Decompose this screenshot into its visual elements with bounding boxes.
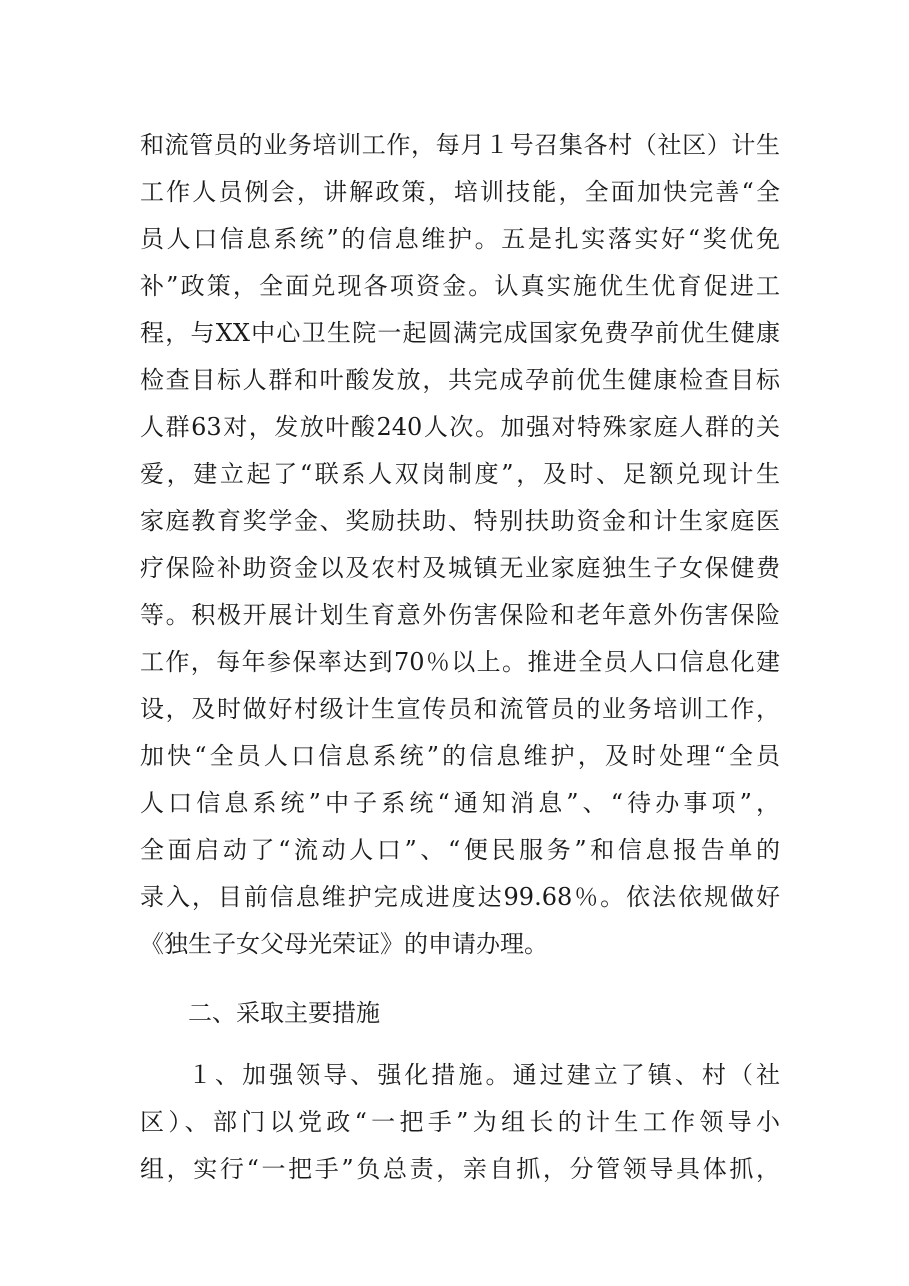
paragraph-line: 录入，目前信息维护完成进度达99.68％。依法依规做好 — [140, 883, 780, 911]
paragraph-line: 工作，每年参保率达到70％以上。推进全员人口信息化建 — [140, 648, 780, 676]
paragraph-line: 疗保险补助资金以及农村及城镇无业家庭独生子女保健费 — [140, 554, 780, 582]
paragraph-line: 区）、部门以党政“一把手”为组长的计生工作领导小 — [140, 1108, 780, 1136]
paragraph-line: 员人口信息系统”的信息维护。五是扎实落实好“奖优免 — [140, 225, 780, 253]
paragraph-line: 检查目标人群和叶酸发放，共完成孕前优生健康检查目标 — [140, 366, 780, 394]
paragraph-line: 设，及时做好村级计生宣传员和流管员的业务培训工作， — [140, 695, 780, 723]
paragraph-line: 补”政策，全面兑现各项资金。认真实施优生优育促进工 — [140, 272, 780, 300]
paragraph-line: 组，实行“一把手”负总责，亲自抓，分管领导具体抓， — [140, 1155, 780, 1183]
paragraph-line: 全面启动了“流动人口”、“便民服务”和信息报告单的 — [140, 836, 780, 864]
paragraph-line: 程，与XX中心卫生院一起圆满完成国家免费孕前优生健康 — [140, 319, 780, 347]
paragraph-line: 家庭教育奖学金、奖励扶助、特别扶助资金和计生家庭医 — [140, 507, 780, 535]
paragraph-line: １、加强领导、强化措施。通过建立了镇、村（社 — [188, 1061, 780, 1089]
paragraph-line: 工作人员例会，讲解政策，培训技能，全面加快完善“全 — [140, 178, 780, 206]
paragraph-line: 等。积极开展计划生育意外伤害保险和老年意外伤害保险 — [140, 601, 780, 629]
paragraph-line: 爱，建立起了“联系人双岗制度”，及时、足额兑现计生 — [140, 460, 780, 488]
paragraph-line: 人口信息系统”中子系统“通知消息”、“待办事项”， — [140, 789, 780, 817]
paragraph-line: 人群63对，发放叶酸240人次。加强对特殊家庭人群的关 — [140, 413, 780, 441]
paragraph-line: 加快“全员人口信息系统”的信息维护，及时处理“全员 — [140, 742, 780, 770]
paragraph-line: 《独生子女父母光荣证》的申请办理。 — [140, 930, 548, 958]
paragraph-line: 和流管员的业务培训工作，每月１号召集各村（社区）计生 — [140, 131, 780, 159]
section-heading: 二、采取主要措施 — [188, 999, 380, 1027]
